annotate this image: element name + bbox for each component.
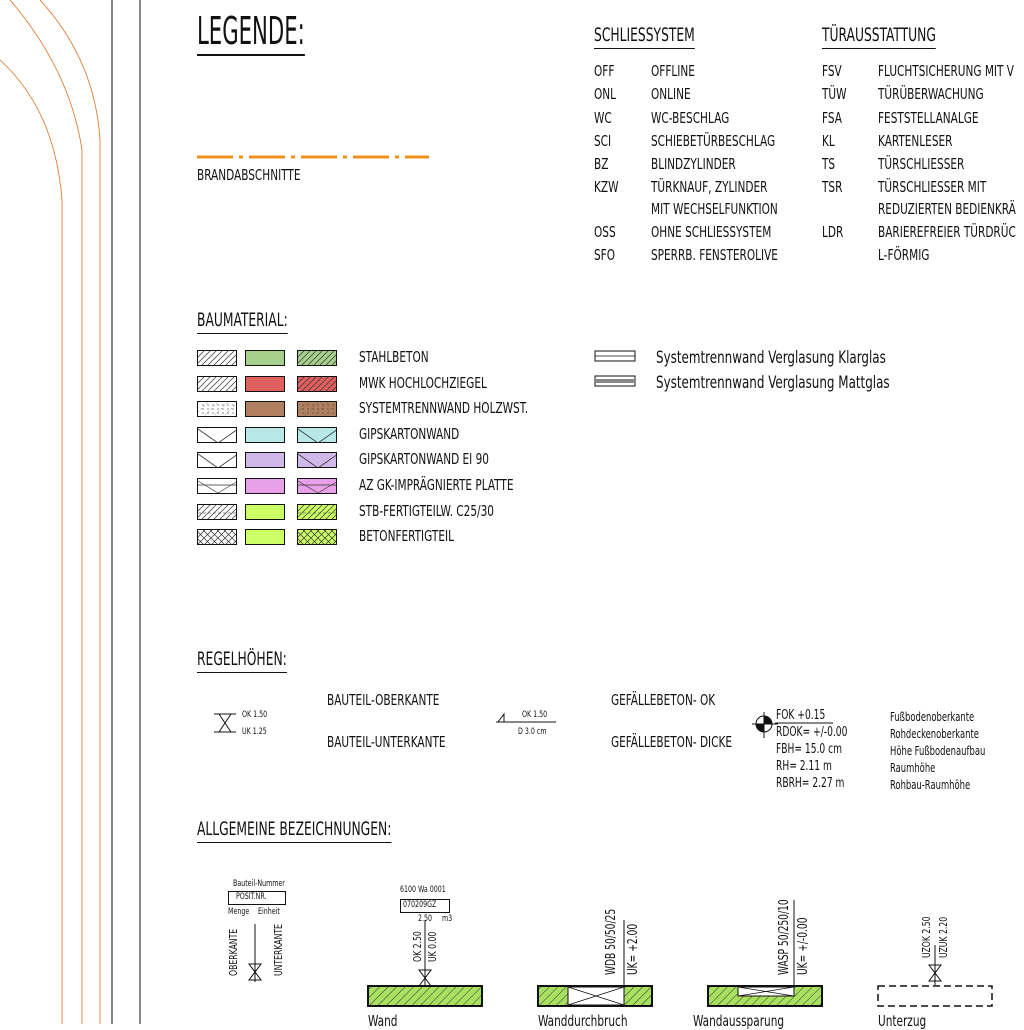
material-label: STAHLBETON [359, 348, 429, 366]
schliess-text: WC-BESCHLAG [651, 109, 730, 127]
gefaellebeton-ok: GEFÄLLEBETON- OK [611, 691, 716, 709]
tuer-code: TÜW [822, 85, 847, 103]
allgemeine-bezeichnungen-heading: ALLGEMEINE BEZEICHNUNGEN: [197, 820, 391, 843]
schliess-code: KZW [594, 178, 619, 196]
systemtrennwand-mattglas: Systemtrennwand Verglasung Mattglas [656, 373, 890, 393]
gef-ok-small: OK 1.50 [522, 710, 548, 720]
wasp-label: WASP 50/250/10 [777, 899, 792, 975]
brandabschnitte-label: BRANDABSCHNITTE [197, 166, 301, 184]
wand-label: Wand [368, 1012, 398, 1030]
uzok-label: UZOK 2.50 [920, 916, 933, 958]
tuer-text: FLUCHTSICHERUNG MIT V [878, 62, 1015, 80]
schliess-text: OHNE SCHLIESSYSTEM [651, 223, 772, 241]
einheit-label: Einheit [258, 907, 280, 917]
wandaussparung-label: Wandaussparung [693, 1012, 785, 1030]
schliess-text: BLINDZYLINDER [651, 155, 736, 173]
schliess-text: TÜRKNAUF, ZYLINDER [651, 178, 768, 196]
fok-description: Höhe Fußbodenaufbau [890, 744, 986, 758]
bauteil-unterkante: BAUTEIL-UNTERKANTE [327, 733, 446, 751]
tuer-text: TÜRÜBERWACHUNG [878, 85, 984, 103]
material-label: BETONFERTIGTEIL [359, 527, 454, 546]
tuer-code: TS [822, 155, 836, 173]
material-label: STB-FERTIGTEILW. C25/30 [359, 501, 494, 520]
material-label: AZ GK-IMPRÄGNIERTE PLATTE [359, 476, 514, 494]
fok-value: FOK +0.15 [776, 708, 826, 723]
wdb-uk: UK= +2.00 [626, 923, 641, 975]
regelhoehen-heading: REGELHÖHEN: [197, 650, 287, 673]
material-label: SYSTEMTRENNWAND HOLZWST. [359, 399, 529, 418]
legend-title: LEGENDE: [197, 12, 305, 56]
schliess-text: OFFLINE [651, 62, 695, 80]
fok-value: FBH= 15.0 cm [776, 742, 843, 757]
schliess-code: WC [594, 109, 612, 127]
wand-num: 070209GZ [403, 900, 437, 910]
tuer-code: LDR [822, 223, 844, 241]
tuer-text: REDUZIERTEN BEDIENKRÄ [878, 200, 1016, 218]
wand-ok: OK 2.50 [411, 931, 424, 962]
schliess-text: MIT WECHSELFUNKTION [651, 200, 778, 218]
unterzug-label: Unterzug [878, 1012, 927, 1030]
posit-label: POSIT.NR. [236, 892, 267, 902]
wand-uk: UK 0.00 [426, 931, 439, 962]
fok-value: RH= 2.11 m [776, 759, 832, 774]
gefaellebeton-dicke: GEFÄLLEBETON- DICKE [611, 733, 733, 751]
tuer-code: FSA [822, 109, 842, 127]
schliess-code: ONL [594, 85, 617, 103]
wanddurchbruch-label: Wanddurchbruch [538, 1012, 628, 1030]
gef-d-small: D 3.0 cm [518, 727, 547, 737]
tuer-text: TÜRSCHLIESSER MIT [878, 178, 987, 196]
schliess-text: SPERRB. FENSTEROLIVE [651, 246, 778, 264]
tuer-code: KL [822, 132, 835, 150]
wand-qty: 2.50 [418, 914, 433, 924]
schliessystem-heading: SCHLIESSYSTEM [594, 26, 695, 49]
schliess-text: ONLINE [651, 85, 691, 103]
ok-value-small: OK 1.50 [242, 710, 268, 720]
fok-description: Raumhöhe [890, 761, 936, 775]
wasp-uk: UK= +/-0.00 [796, 917, 811, 975]
fok-value: RDOK= +/-0.00 [776, 725, 848, 740]
bauteil-oberkante: BAUTEIL-OBERKANTE [327, 691, 440, 709]
schliess-code: OSS [594, 223, 616, 241]
uk-value-small: UK 1.25 [242, 727, 267, 737]
wand-unit: m3 [442, 914, 453, 924]
systemtrennwand-klarglas: Systemtrennwand Verglasung Klarglas [656, 348, 886, 368]
oberkante-label: OBERKANTE [227, 928, 240, 976]
tuer-text: FESTSTELLANALGE [878, 109, 979, 127]
tuerausstattung-heading: TÜRAUSSTATTUNG [822, 26, 936, 49]
schliess-code: OFF [594, 62, 615, 80]
menge-label: Menge [228, 907, 250, 917]
fok-description: Rohdeckenoberkante [890, 727, 979, 741]
schliess-code: SFO [594, 246, 616, 264]
tuer-code: TSR [822, 178, 843, 196]
schliess-code: BZ [594, 155, 609, 173]
tuer-text: KARTENLESER [878, 132, 953, 150]
wand-code: 6100 Wa 0001 [400, 885, 446, 895]
bauteil-nummer-label: Bauteil-Nummer [233, 879, 285, 889]
material-label: MWK HOCHLOCHZIEGEL [359, 373, 487, 392]
schliess-text: SCHIEBETÜRBESCHLAG [651, 132, 776, 150]
wdb-label: WDB 50/50/25 [604, 908, 619, 975]
material-label: GIPSKARTONWAND EI 90 [359, 450, 490, 469]
material-label: GIPSKARTONWAND [359, 424, 460, 443]
tuer-code: FSV [822, 62, 842, 80]
unterkante-label: UNTERKANTE [272, 924, 285, 976]
fok-description: Rohbau-Raumhöhe [890, 778, 971, 792]
baumaterial-heading: BAUMATERIAL: [197, 311, 288, 334]
uzuk-label: UZUK 2.20 [937, 916, 950, 958]
schliess-code: SCI [594, 132, 612, 150]
tuer-text: BARIEREFREIER TÜRDRÜC [878, 223, 1016, 241]
fok-value: RBRH= 2.27 m [776, 776, 845, 791]
tuer-text: L-FÖRMIG [878, 246, 930, 264]
fok-description: Fußbodenoberkante [890, 710, 975, 724]
tuer-text: TÜRSCHLIESSER [878, 155, 965, 173]
